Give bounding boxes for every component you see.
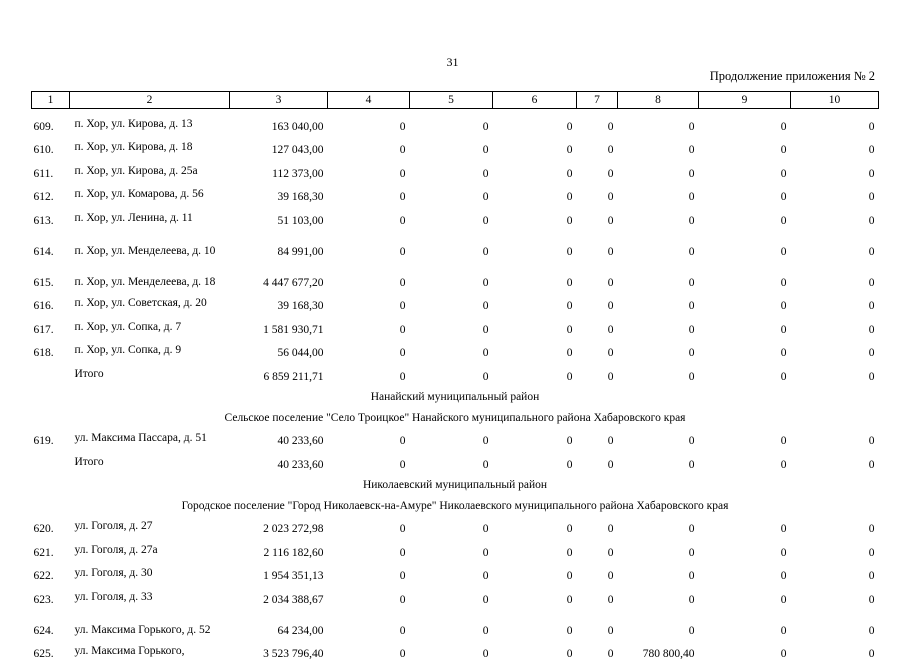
amount-cell: 0 bbox=[577, 424, 618, 448]
row-number: 619. bbox=[32, 424, 70, 448]
amount-cell: 0 bbox=[618, 535, 699, 559]
amount-cell: 112 373,00 bbox=[230, 156, 328, 180]
amount-cell: 0 bbox=[410, 109, 493, 133]
amount-cell: 0 bbox=[791, 447, 879, 471]
amount-cell: 0 bbox=[410, 203, 493, 227]
column-numbers-header bbox=[32, 92, 879, 109]
amount-cell: 0 bbox=[577, 535, 618, 559]
address-cell: п. Хор, ул. Менделеева, д. 18 bbox=[70, 258, 230, 289]
amount-cell: 4 447 677,20 bbox=[230, 258, 328, 289]
amount-cell: 0 bbox=[618, 359, 699, 383]
amount-cell: 0 bbox=[577, 289, 618, 313]
amount-cell: 0 bbox=[791, 133, 879, 157]
row-number: 621. bbox=[32, 535, 70, 559]
table-row bbox=[32, 289, 879, 313]
address-cell: ул. Гоголя, д. 27а bbox=[70, 535, 230, 559]
table-row bbox=[32, 512, 879, 536]
row-number: 625. bbox=[32, 637, 70, 660]
amount-cell: 0 bbox=[328, 109, 410, 133]
amount-cell: 0 bbox=[699, 447, 791, 471]
amount-cell: 0 bbox=[699, 606, 791, 637]
amount-cell: 0 bbox=[618, 156, 699, 180]
amount-cell: 0 bbox=[493, 447, 577, 471]
column-header: 10 bbox=[791, 92, 879, 109]
amount-cell: 0 bbox=[410, 424, 493, 448]
amount-cell: 0 bbox=[699, 535, 791, 559]
section-heading-row bbox=[32, 491, 879, 512]
amount-cell: 84 991,00 bbox=[230, 227, 328, 258]
table-row bbox=[32, 133, 879, 157]
appendix-table bbox=[31, 91, 879, 660]
amount-cell: 127 043,00 bbox=[230, 133, 328, 157]
amount-cell: 0 bbox=[410, 359, 493, 383]
amount-cell: 0 bbox=[699, 582, 791, 606]
amount-cell: 0 bbox=[493, 312, 577, 336]
amount-cell: 0 bbox=[410, 512, 493, 536]
row-number bbox=[32, 447, 70, 471]
amount-cell: 0 bbox=[493, 203, 577, 227]
amount-cell: 0 bbox=[577, 227, 618, 258]
amount-cell: 0 bbox=[493, 512, 577, 536]
amount-cell: 780 800,40 bbox=[618, 637, 699, 660]
amount-cell: 2 116 182,60 bbox=[230, 535, 328, 559]
amount-cell: 0 bbox=[328, 512, 410, 536]
amount-cell: 0 bbox=[410, 289, 493, 313]
row-number: 620. bbox=[32, 512, 70, 536]
amount-cell: 0 bbox=[410, 582, 493, 606]
amount-cell: 0 bbox=[493, 180, 577, 204]
table-row bbox=[32, 559, 879, 583]
table-row bbox=[32, 535, 879, 559]
row-number: 623. bbox=[32, 582, 70, 606]
amount-cell: 0 bbox=[699, 133, 791, 157]
amount-cell: 0 bbox=[493, 336, 577, 360]
amount-cell: 0 bbox=[493, 559, 577, 583]
table-row bbox=[32, 312, 879, 336]
section-heading: Сельское поселение "Село Троицкое" Нанайского муниципального района Хабаровского края bbox=[32, 403, 879, 424]
amount-cell: 0 bbox=[493, 637, 577, 660]
address-cell: ул. Гоголя, д. 27 bbox=[70, 512, 230, 536]
address-cell: ул. Максима Пассара, д. 51 bbox=[70, 424, 230, 448]
row-number: 614. bbox=[32, 227, 70, 258]
column-header: 7 bbox=[577, 92, 618, 109]
amount-cell: 0 bbox=[791, 156, 879, 180]
column-header: 1 bbox=[32, 92, 70, 109]
amount-cell: 0 bbox=[618, 133, 699, 157]
total-row bbox=[32, 447, 879, 471]
amount-cell: 0 bbox=[699, 258, 791, 289]
row-number: 612. bbox=[32, 180, 70, 204]
amount-cell: 0 bbox=[699, 336, 791, 360]
amount-cell: 0 bbox=[328, 424, 410, 448]
amount-cell: 0 bbox=[493, 133, 577, 157]
amount-cell: 0 bbox=[328, 336, 410, 360]
address-cell: п. Хор, ул. Сопка, д. 7 bbox=[70, 312, 230, 336]
amount-cell: 1 581 930,71 bbox=[230, 312, 328, 336]
amount-cell: 0 bbox=[618, 227, 699, 258]
table-row bbox=[32, 156, 879, 180]
table-row bbox=[32, 336, 879, 360]
amount-cell: 0 bbox=[699, 512, 791, 536]
amount-cell: 0 bbox=[410, 180, 493, 204]
amount-cell: 0 bbox=[493, 289, 577, 313]
amount-cell: 0 bbox=[618, 180, 699, 204]
amount-cell: 0 bbox=[577, 559, 618, 583]
amount-cell: 0 bbox=[699, 180, 791, 204]
amount-cell: 0 bbox=[699, 359, 791, 383]
table-row bbox=[32, 227, 879, 258]
amount-cell: 0 bbox=[618, 582, 699, 606]
section-heading-row bbox=[32, 471, 879, 492]
amount-cell: 0 bbox=[493, 582, 577, 606]
amount-cell: 51 103,00 bbox=[230, 203, 328, 227]
table-body bbox=[32, 109, 879, 660]
amount-cell: 0 bbox=[493, 227, 577, 258]
amount-cell: 0 bbox=[791, 109, 879, 133]
address-cell: Итого bbox=[70, 359, 230, 383]
amount-cell: 0 bbox=[328, 133, 410, 157]
amount-cell: 0 bbox=[791, 559, 879, 583]
section-heading: Городское поселение "Город Николаевск-на-Амуре" Николаевского муниципального района Хабаровского края bbox=[32, 491, 879, 512]
column-header: 9 bbox=[699, 92, 791, 109]
row-number: 618. bbox=[32, 336, 70, 360]
amount-cell: 0 bbox=[493, 258, 577, 289]
amount-cell: 2 023 272,98 bbox=[230, 512, 328, 536]
amount-cell: 0 bbox=[618, 289, 699, 313]
address-cell: п. Хор, ул. Ленина, д. 11 bbox=[70, 203, 230, 227]
amount-cell: 0 bbox=[410, 156, 493, 180]
column-header: 6 bbox=[493, 92, 577, 109]
amount-cell: 0 bbox=[328, 180, 410, 204]
amount-cell: 0 bbox=[493, 156, 577, 180]
amount-cell: 64 234,00 bbox=[230, 606, 328, 637]
amount-cell: 0 bbox=[328, 289, 410, 313]
amount-cell: 2 034 388,67 bbox=[230, 582, 328, 606]
section-heading-row bbox=[32, 403, 879, 424]
row-number: 615. bbox=[32, 258, 70, 289]
row-number: 624. bbox=[32, 606, 70, 637]
amount-cell: 3 523 796,40 bbox=[230, 637, 328, 660]
amount-cell: 0 bbox=[791, 512, 879, 536]
address-cell: ул. Максима Горького, д. 52 bbox=[70, 606, 230, 637]
address-cell: п. Хор, ул. Кирова, д. 13 bbox=[70, 109, 230, 133]
column-header: 5 bbox=[410, 92, 493, 109]
address-cell: ул. Гоголя, д. 33 bbox=[70, 582, 230, 606]
amount-cell: 0 bbox=[791, 336, 879, 360]
amount-cell: 0 bbox=[618, 258, 699, 289]
amount-cell: 0 bbox=[328, 258, 410, 289]
address-cell: п. Хор, ул. Комарова, д. 56 bbox=[70, 180, 230, 204]
amount-cell: 0 bbox=[699, 559, 791, 583]
amount-cell: 39 168,30 bbox=[230, 180, 328, 204]
amount-cell: 0 bbox=[410, 336, 493, 360]
amount-cell: 0 bbox=[618, 109, 699, 133]
address-cell: п. Хор, ул. Сопка, д. 9 bbox=[70, 336, 230, 360]
row-number: 609. bbox=[32, 109, 70, 133]
amount-cell: 0 bbox=[699, 637, 791, 660]
amount-cell: 0 bbox=[618, 559, 699, 583]
amount-cell: 0 bbox=[791, 606, 879, 637]
amount-cell: 40 233,60 bbox=[230, 424, 328, 448]
amount-cell: 0 bbox=[577, 312, 618, 336]
address-cell: п. Хор, ул. Советская, д. 20 bbox=[70, 289, 230, 313]
section-heading-row bbox=[32, 383, 879, 404]
section-heading: Николаевский муниципальный район bbox=[32, 471, 879, 492]
amount-cell: 0 bbox=[328, 447, 410, 471]
amount-cell: 0 bbox=[699, 424, 791, 448]
row-number: 622. bbox=[32, 559, 70, 583]
amount-cell: 0 bbox=[577, 447, 618, 471]
amount-cell: 0 bbox=[410, 447, 493, 471]
amount-cell: 0 bbox=[791, 203, 879, 227]
row-number: 610. bbox=[32, 133, 70, 157]
address-cell: п. Хор, ул. Кирова, д. 25а bbox=[70, 156, 230, 180]
amount-cell: 0 bbox=[618, 336, 699, 360]
amount-cell: 0 bbox=[410, 133, 493, 157]
amount-cell: 0 bbox=[577, 359, 618, 383]
amount-cell: 0 bbox=[410, 258, 493, 289]
row-number: 617. bbox=[32, 312, 70, 336]
amount-cell: 0 bbox=[577, 258, 618, 289]
address-cell: п. Хор, ул. Менделеева, д. 10 bbox=[70, 227, 230, 258]
amount-cell: 0 bbox=[410, 227, 493, 258]
amount-cell: 0 bbox=[577, 180, 618, 204]
amount-cell: 0 bbox=[618, 203, 699, 227]
amount-cell: 0 bbox=[328, 227, 410, 258]
row-number: 611. bbox=[32, 156, 70, 180]
amount-cell: 0 bbox=[328, 359, 410, 383]
total-row bbox=[32, 359, 879, 383]
table-row bbox=[32, 637, 879, 660]
amount-cell: 0 bbox=[791, 258, 879, 289]
amount-cell: 0 bbox=[328, 535, 410, 559]
amount-cell: 0 bbox=[699, 227, 791, 258]
amount-cell: 39 168,30 bbox=[230, 289, 328, 313]
amount-cell: 0 bbox=[577, 336, 618, 360]
amount-cell: 0 bbox=[493, 535, 577, 559]
amount-cell: 0 bbox=[577, 109, 618, 133]
address-cell: п. Хор, ул. Кирова, д. 18 bbox=[70, 133, 230, 157]
amount-cell: 6 859 211,71 bbox=[230, 359, 328, 383]
amount-cell: 0 bbox=[791, 312, 879, 336]
row-number: 616. bbox=[32, 289, 70, 313]
amount-cell: 0 bbox=[699, 109, 791, 133]
amount-cell: 0 bbox=[577, 606, 618, 637]
amount-cell: 0 bbox=[493, 424, 577, 448]
table-row bbox=[32, 180, 879, 204]
table-row bbox=[32, 109, 879, 133]
amount-cell: 0 bbox=[618, 447, 699, 471]
amount-cell: 0 bbox=[577, 582, 618, 606]
amount-cell: 0 bbox=[328, 312, 410, 336]
amount-cell: 0 bbox=[328, 203, 410, 227]
amount-cell: 0 bbox=[618, 606, 699, 637]
table-row bbox=[32, 606, 879, 637]
amount-cell: 0 bbox=[791, 289, 879, 313]
amount-cell: 0 bbox=[410, 637, 493, 660]
amount-cell: 0 bbox=[618, 512, 699, 536]
amount-cell: 0 bbox=[791, 637, 879, 660]
address-cell: ул. Максима Горького, bbox=[70, 637, 230, 660]
amount-cell: 0 bbox=[577, 637, 618, 660]
table-row bbox=[32, 582, 879, 606]
amount-cell: 0 bbox=[577, 156, 618, 180]
address-cell: Итого bbox=[70, 447, 230, 471]
column-header: 3 bbox=[230, 92, 328, 109]
amount-cell: 0 bbox=[699, 203, 791, 227]
amount-cell: 0 bbox=[699, 312, 791, 336]
address-cell: ул. Гоголя, д. 30 bbox=[70, 559, 230, 583]
amount-cell: 0 bbox=[493, 109, 577, 133]
amount-cell: 0 bbox=[328, 156, 410, 180]
table-row bbox=[32, 424, 879, 448]
amount-cell: 40 233,60 bbox=[230, 447, 328, 471]
amount-cell: 0 bbox=[493, 606, 577, 637]
amount-cell: 0 bbox=[493, 359, 577, 383]
amount-cell: 163 040,00 bbox=[230, 109, 328, 133]
column-header: 8 bbox=[618, 92, 699, 109]
amount-cell: 0 bbox=[410, 535, 493, 559]
amount-cell: 0 bbox=[791, 227, 879, 258]
column-header: 4 bbox=[328, 92, 410, 109]
table-row bbox=[32, 203, 879, 227]
amount-cell: 0 bbox=[699, 289, 791, 313]
amount-cell: 0 bbox=[699, 156, 791, 180]
amount-cell: 0 bbox=[577, 512, 618, 536]
amount-cell: 0 bbox=[791, 582, 879, 606]
amount-cell: 0 bbox=[791, 424, 879, 448]
amount-cell: 0 bbox=[618, 312, 699, 336]
amount-cell: 0 bbox=[410, 312, 493, 336]
amount-cell: 56 044,00 bbox=[230, 336, 328, 360]
amount-cell: 0 bbox=[328, 559, 410, 583]
amount-cell: 0 bbox=[328, 582, 410, 606]
amount-cell: 1 954 351,13 bbox=[230, 559, 328, 583]
amount-cell: 0 bbox=[791, 359, 879, 383]
amount-cell: 0 bbox=[791, 180, 879, 204]
row-number bbox=[32, 359, 70, 383]
column-header: 2 bbox=[70, 92, 230, 109]
table-row bbox=[32, 258, 879, 289]
amount-cell: 0 bbox=[791, 535, 879, 559]
amount-cell: 0 bbox=[328, 637, 410, 660]
page-number: 31 bbox=[0, 55, 905, 70]
amount-cell: 0 bbox=[577, 133, 618, 157]
amount-cell: 0 bbox=[577, 203, 618, 227]
section-heading: Нанайский муниципальный район bbox=[32, 383, 879, 404]
amount-cell: 0 bbox=[328, 606, 410, 637]
appendix-caption: Продолжение приложения № 2 bbox=[710, 69, 875, 84]
amount-cell: 0 bbox=[410, 606, 493, 637]
row-number: 613. bbox=[32, 203, 70, 227]
amount-cell: 0 bbox=[410, 559, 493, 583]
amount-cell: 0 bbox=[618, 424, 699, 448]
